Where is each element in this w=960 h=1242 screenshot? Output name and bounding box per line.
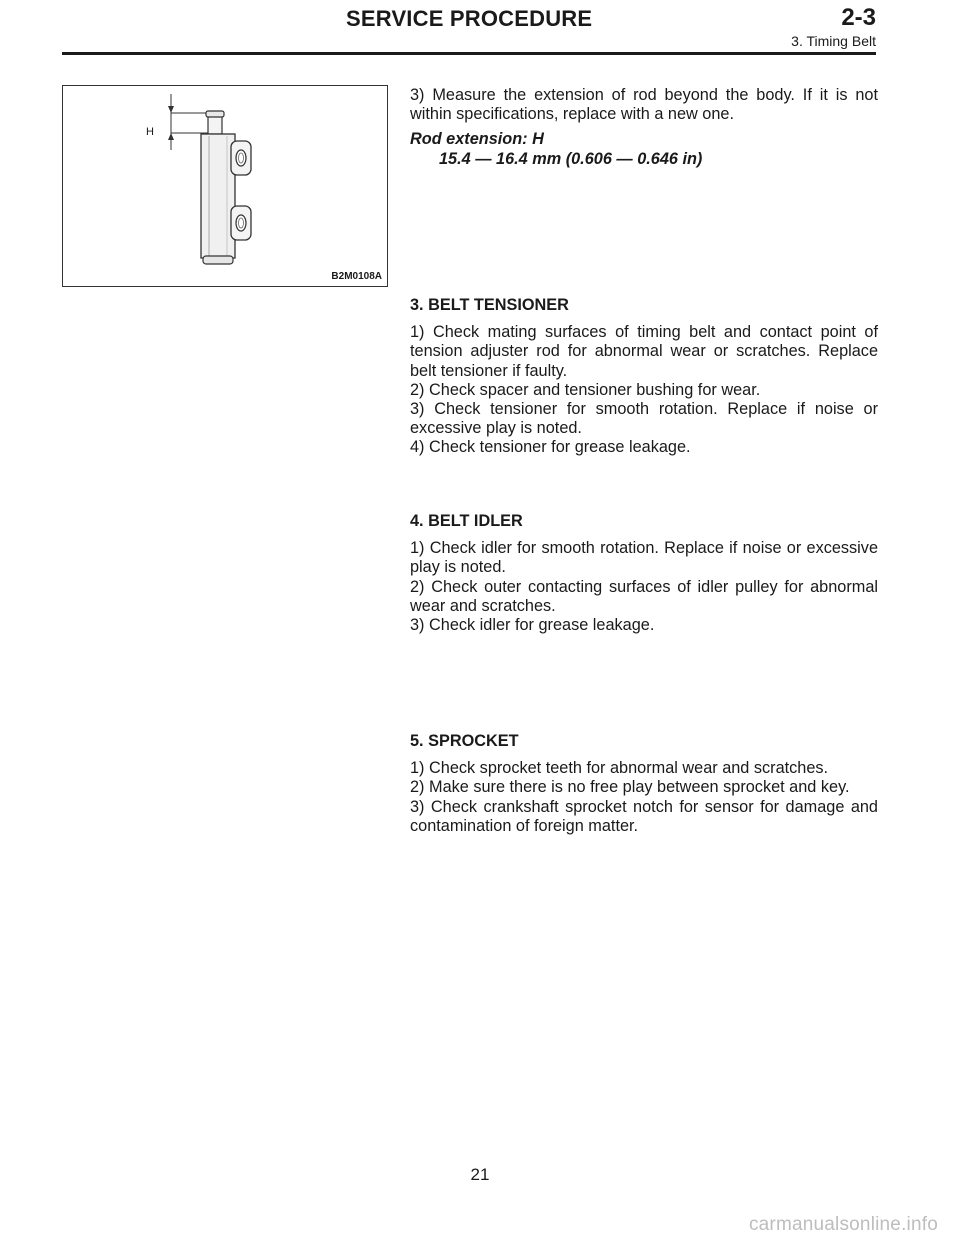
spec-label: Rod extension: H [410,130,544,149]
list-item: 3) Check tensioner for smooth rotation. Replace if noise or excessive play is noted. [410,400,878,438]
tensioner-adjuster-drawing [63,86,389,288]
page-number: 21 [470,1165,490,1184]
list-item: 1) Check sprocket teeth for abnormal wear and scratches. [410,759,829,778]
list-item: 1) Check mating surfaces of timing belt and contact point of tension adjuster rod for abnormal wear or scratches. Replace belt tensioner if faulty. [410,323,878,380]
step-measure-rod: 3) Measure the extension of rod beyond the body. If it is not within specifications, replace with a new one. [410,86,878,124]
section-heading: 3. BELT TENSIONER [410,296,569,314]
spec-value: 15.4 — 16.4 mm (0.606 — 0.646 in) [439,149,703,168]
list-item: 2) Check outer contacting surfaces of idler pulley for abnormal wear and scratches. [410,577,878,615]
section-belt-idler [410,512,878,635]
list-item: 2) Make sure there is no free play between sprocket and key. [410,778,850,797]
section-sprocket [410,732,878,836]
section-belt-tensioner [410,296,878,458]
list-item: 1) Check idler for smooth rotation. Replace if noise or excessive play is noted. [410,539,878,577]
section-heading: 5. SPROCKET [410,732,519,750]
section-heading: 4. BELT IDLER [410,512,523,530]
rod-extension-block [410,86,878,169]
page-header-title: SERVICE PROCEDURE [346,6,593,31]
section-number: 2-3 [841,4,876,31]
dimension-label-h: H [146,126,154,138]
subsection-title: 3. Timing Belt [791,33,876,49]
list-item: 3) Check crankshaft sprocket notch for sensor for damage and contamination of foreign matter. [410,797,878,835]
figure-id: B2M0108A [331,271,382,282]
watermark: carmanualsonline.info [748,1214,938,1235]
list-item: 4) Check tensioner for grease leakage. [410,438,691,457]
list-item: 2) Check spacer and tensioner bushing for wear. [410,380,761,399]
header-rule [62,52,876,55]
tensioner-rod-figure [62,85,388,287]
list-item: 3) Check idler for grease leakage. [410,616,655,635]
